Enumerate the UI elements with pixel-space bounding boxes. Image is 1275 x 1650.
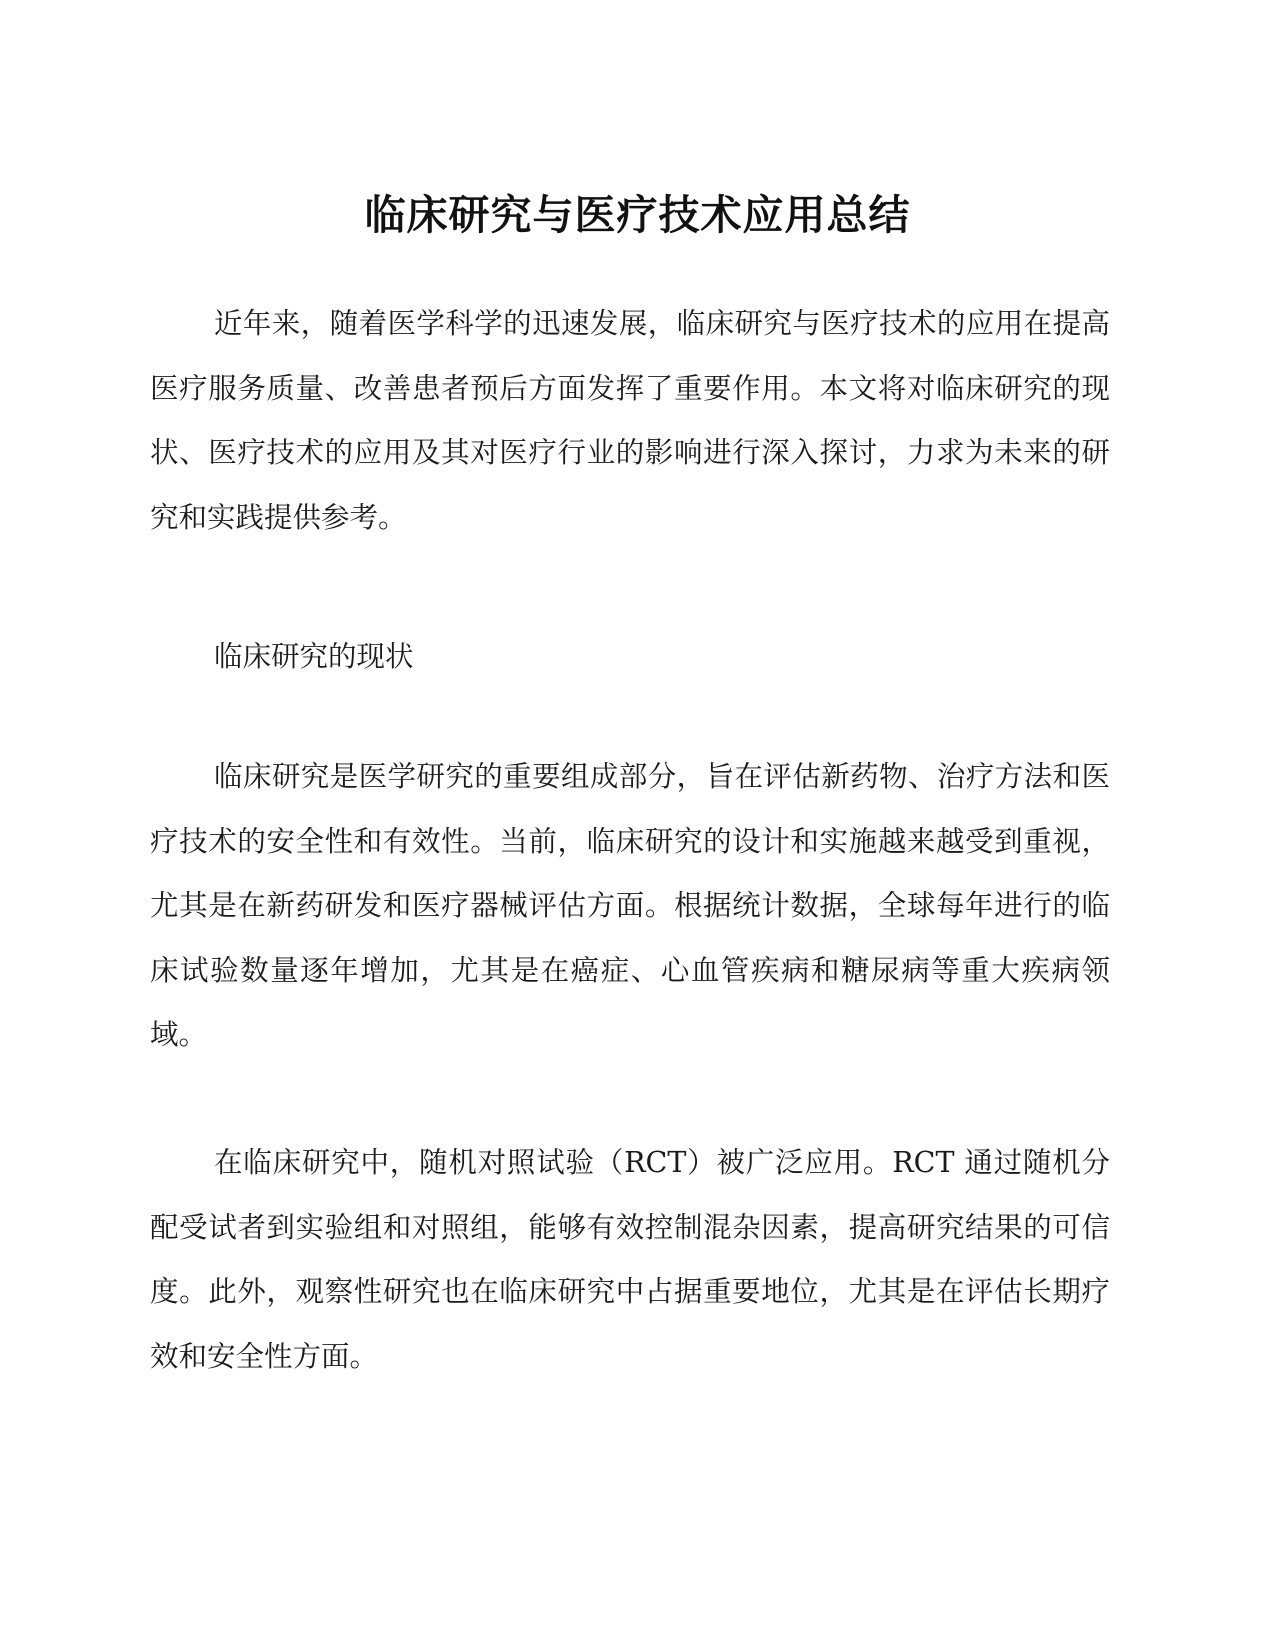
body-paragraph: 临床研究是医学研究的重要组成部分，旨在评估新药物、治疗方法和医疗技术的安全性和有效性。当前，临床研究的设计和实施越来越受到重视，尤其是在新药研发和医疗器械评估方面。根据统计数据，全球每年进行的临床试验数量逐年增加，尤其是在癌症、心血管疾病和糖尿病等重大疾病领域。 <box>150 760 1110 1051</box>
intro-paragraph: 近年来，随着医学科学的迅速发展，临床研究与医疗技术的应用在提高医疗服务质量、改善患者预后方面发挥了重要作用。本文将对临床研究的现状、医疗技术的应用及其对医疗行业的影响进行深入探讨，力求为未来的研究和实践提供参考。 <box>150 307 1110 534</box>
document-title: 临床研究与医疗技术应用总结 <box>364 191 911 240</box>
body-paragraph: 在临床研究中，随机对照试验（RCT）被广泛应用。RCT 通过随机分配受试者到实验组和对照组，能够有效控制混杂因素，提高研究结果的可信度。此外，观察性研究也在临床研究中占据重要地位，尤其是在评估长期疗效和安全性方面。 <box>150 1146 1110 1373</box>
section-heading: 临床研究的现状 <box>214 640 414 673</box>
